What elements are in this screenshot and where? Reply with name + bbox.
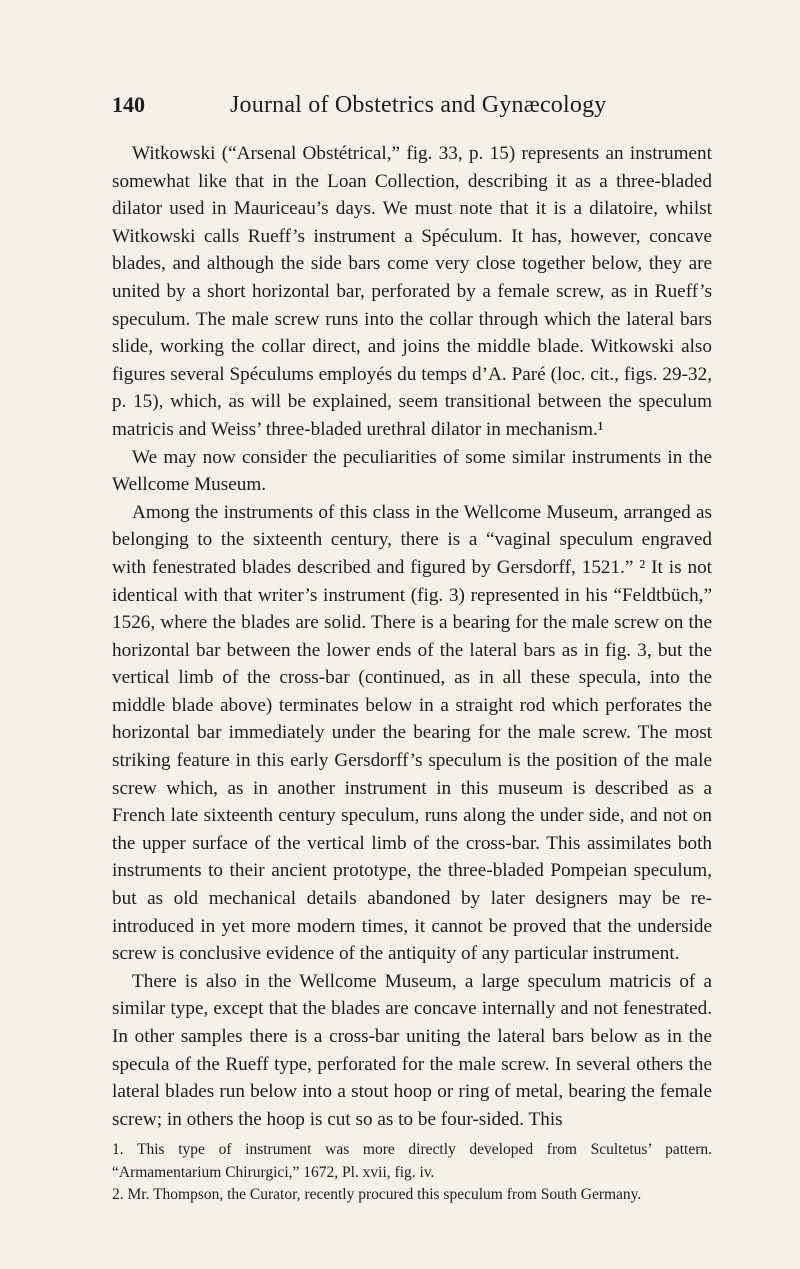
paragraph: Among the instruments of this class in the Wellcome Museum, arranged as belonging to the sixteenth century, there is a “vaginal speculum engraved with fenestrated blades described and figured by Gersdorff, 1521.” ² It is not identical with that writer’s instrument (fig. 3) represented in his “Feldtbüch,” 1526, where the blades are solid. There is a bearing for the male screw on the horizontal bar between the lower ends of the lateral bars as in fig. 3, but the vertical limb of the cross-bar (continued, as in all these specula, into the middle blade above) terminates below in a straight rod which perforates the horizontal bar immediately under the bearing for the male screw. The most striking feature in this early Gersdorff’s speculum is the position of the male screw which, as in another instrument in this museum is described as a French late sixteenth century speculum, runs along the under side, and not on the upper surface of the vertical limb of the cross-bar. This assimilates both instruments to their ancient prototype, the three-bladed Pompeian speculum, but as old mechanical details abandoned by later designers may be re-introduced in yet more modern times, it cannot be proved that the underside screw is conclusive evidence of the antiquity of any particular instrument. — [112, 501, 712, 965]
page — [112, 92, 712, 1207]
paragraph: Witkowski (“Arsenal Obstétrical,” fig. 33, p. 15) represents an instrument somewhat like that in the Loan Collection, describing it as a three-bladed dilator used in Mauriceau’s days. We must note that it is a dilatoire, whilst Witkowski calls Rueff’s instrument a Spéculum. It has, however, concave blades, and although the side bars come very close together below, they are united by a short horizontal bar, perforated by a female screw, as in Rueff’s speculum. The male screw runs into the collar through which the lateral bars slide, working the collar direct, and joins the middle blade. Witkowski also figures several Spéculums employés du temps d’A. Paré (loc. cit., figs. 29-32, p. 15), which, as will be explained, seem transitional between the speculum matricis and Weiss’ three-bladed urethral dilator in mechanism.¹ — [112, 143, 712, 440]
journal-title: Journal of Obstetrics and Gynæcology — [230, 92, 607, 118]
paragraph: There is also in the Wellcome Museum, a large speculum matricis of a similar type, except that the blades are concave internally and not fenestrated. In other samples there is a cross-bar uniting the lateral bars below as in the specula of the Rueff type, perforated for the male screw. In several others the lateral blades run below into a stout hoop or ring of metal, bearing the female screw; in others the hoop is cut so as to be four-sided. This — [112, 970, 712, 1130]
paragraph: We may now consider the peculiarities of some similar instruments in the Wellcome Museum. — [112, 446, 712, 496]
footnote: 2. Mr. Thompson, the Curator, recently procured this speculum from South Germany. — [112, 1186, 642, 1204]
page-number: 140 — [112, 92, 145, 117]
footnotes — [112, 1139, 712, 1207]
footnote: 1. This type of instrument was more directly developed from Scultetus’ pattern. “Armamentarium Chirurgici,” 1672, Pl. xvii, fig. iv. — [112, 1141, 712, 1181]
running-header — [112, 92, 712, 126]
body-text — [112, 140, 712, 1133]
